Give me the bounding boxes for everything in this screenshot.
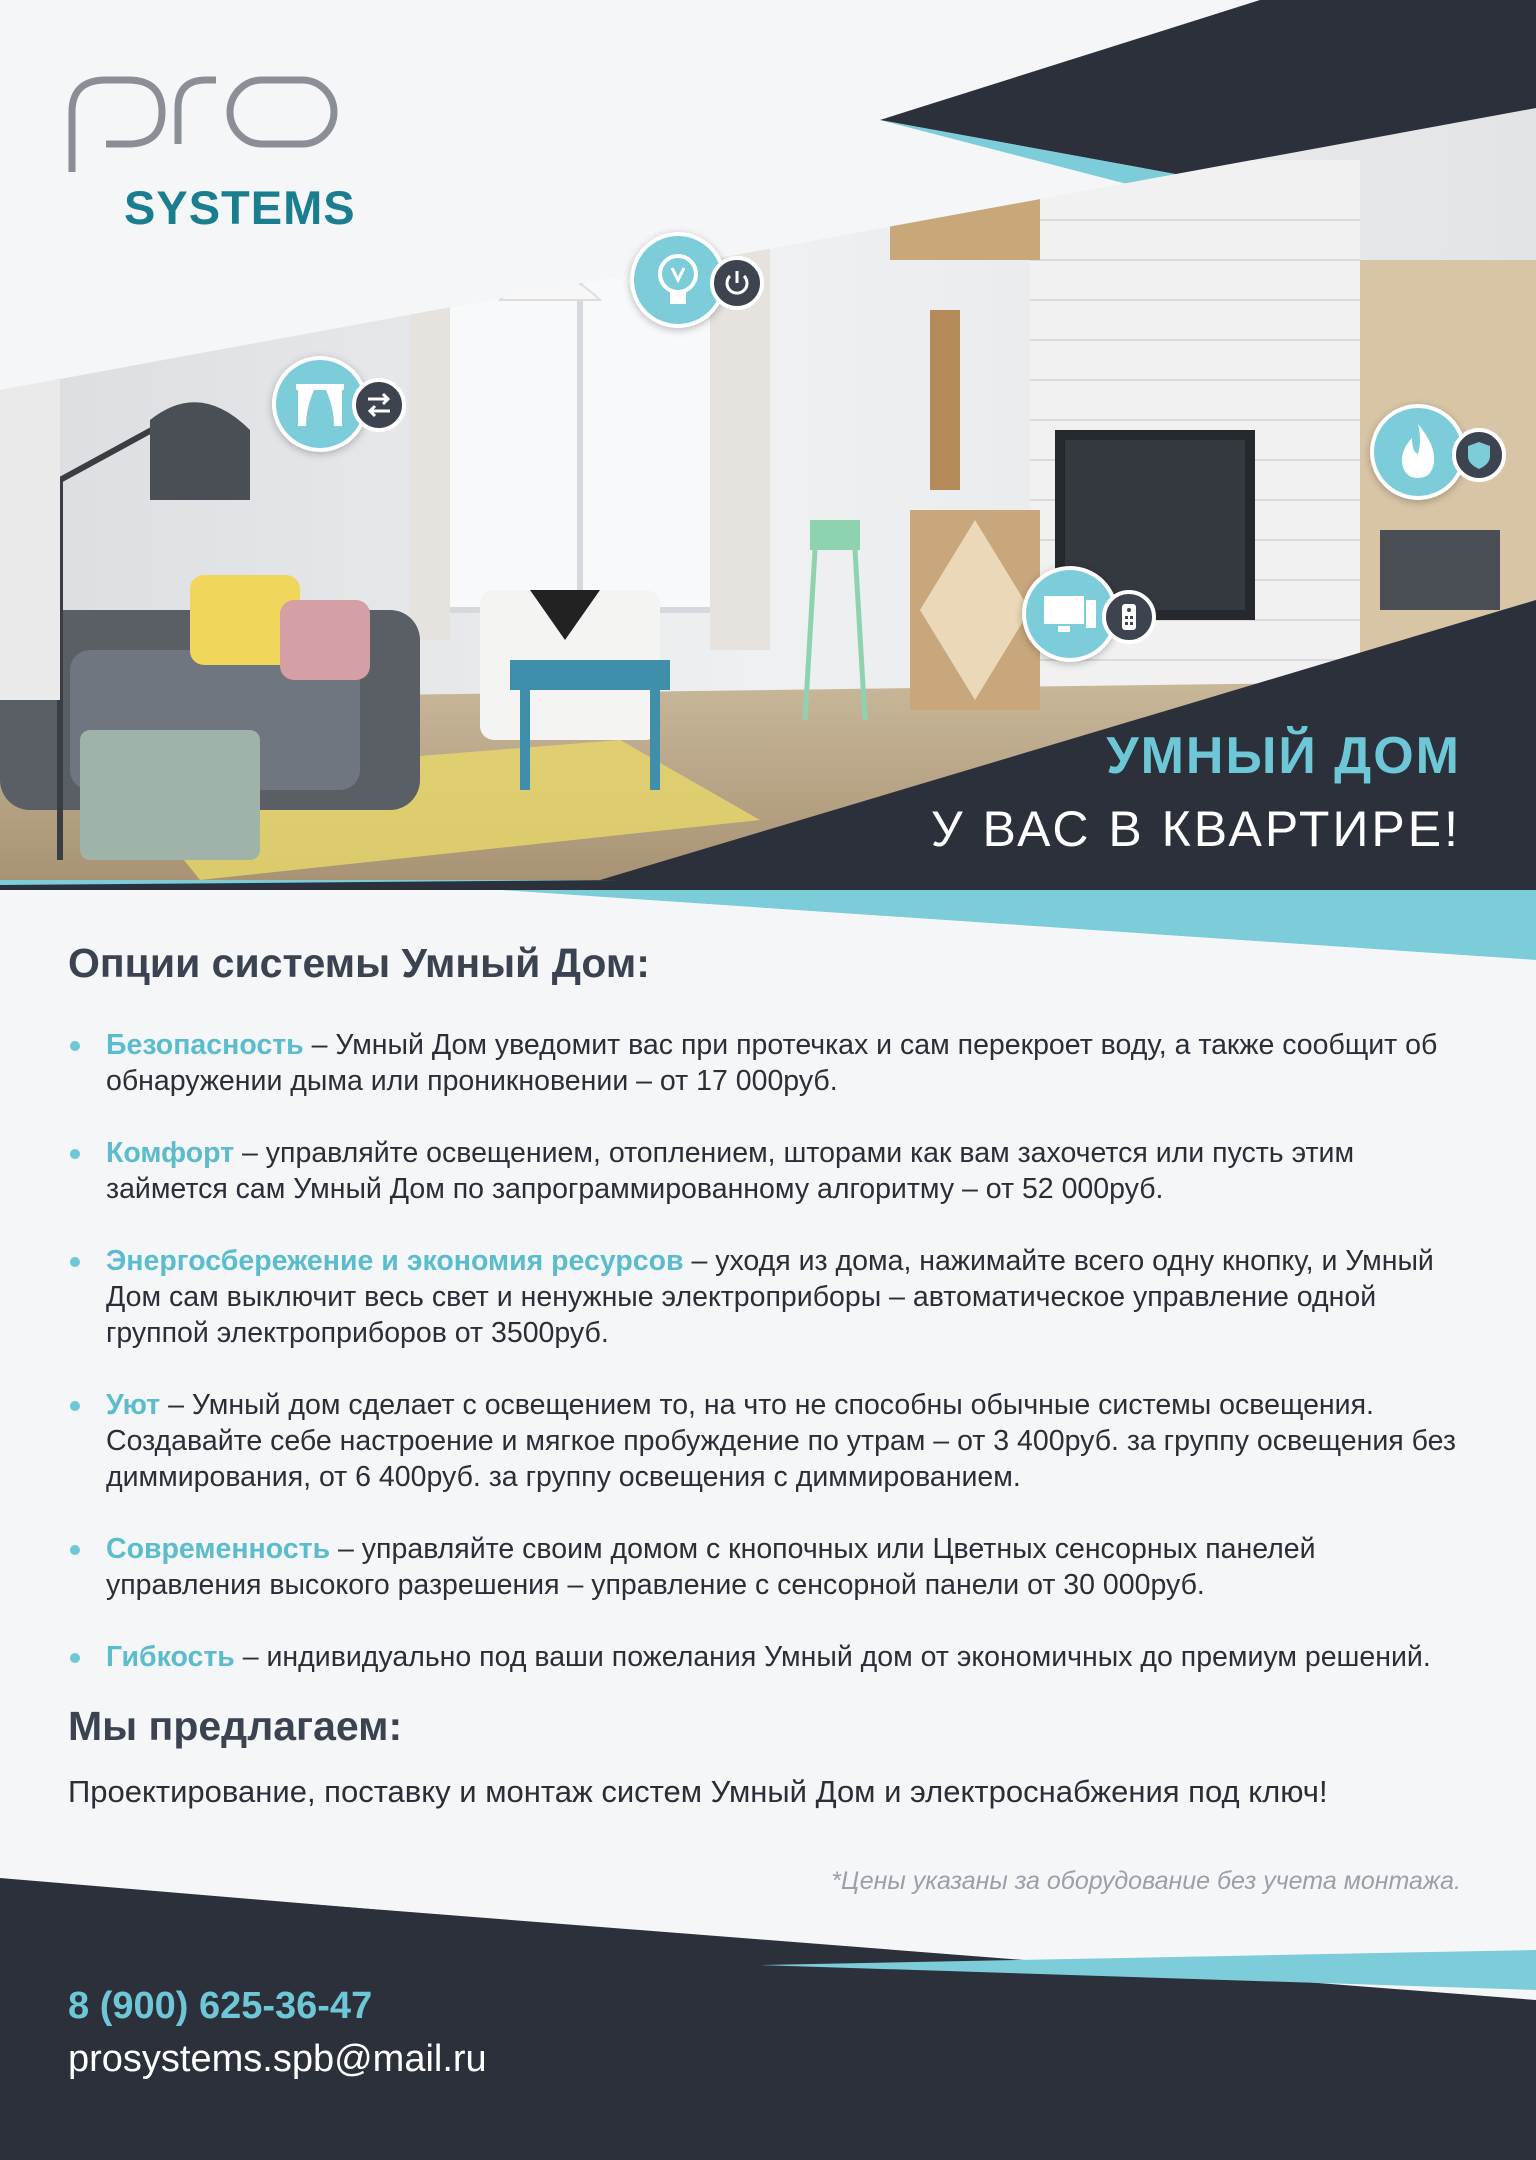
options-list	[68, 1027, 1468, 1675]
bullet-icon	[70, 1257, 80, 1267]
bullet-icon	[70, 1041, 80, 1051]
options-section	[68, 940, 1468, 1711]
option-energy-saving	[68, 1243, 1468, 1351]
email-link[interactable]: prosystems.spb@mail.ru	[68, 2038, 487, 2080]
swap-badge	[352, 378, 406, 432]
remote-control-icon	[1106, 594, 1152, 640]
price-footnote: *Цены указаны за оборудование без учета монтажа.	[831, 1867, 1461, 1895]
power-badge	[710, 256, 764, 310]
option-text: – управляйте освещением, отоплением, шторами как вам захочется или пусть этим займется сам Умный Дом по запрограммированному алгоритму – от 52 000руб.	[106, 1137, 1355, 1205]
option-flexibility	[68, 1639, 1468, 1675]
bullet-icon	[70, 1653, 80, 1663]
remote-badge	[1102, 590, 1156, 644]
pro-logo-mark	[66, 72, 356, 182]
option-name: Энергосбережение и экономия ресурсов	[106, 1245, 684, 1277]
shield-badge	[1452, 428, 1506, 482]
offer-text: Проектирование, поставку и монтаж систем Умный Дом и электроснабжения под ключ!	[68, 1774, 1328, 1809]
option-text: – уходя из дома, нажимайте всего одну кнопку, и Умный Дом сам выключит весь свет и ненужные электроприборы – автоматическое управление одной группой электроприборов от 3500руб.	[106, 1245, 1434, 1349]
logo-systems-text: SYSTEMS	[124, 181, 356, 234]
option-name: Комфорт	[106, 1137, 235, 1169]
option-name: Уют	[106, 1389, 161, 1421]
option-text: – индивидуально под ваши пожелания Умный дом от экономичных до премиум решений.	[234, 1641, 1431, 1673]
swap-arrows-icon	[356, 382, 402, 428]
option-modernity	[68, 1531, 1468, 1603]
option-text: – управляйте своим домом с кнопочных или Цветных сенсорных панелей управления высокого разрешения – управление с сенсорной панели от 30 000руб.	[106, 1533, 1316, 1601]
option-name: Гибкость	[106, 1641, 235, 1673]
option-text: – Умный Дом уведомит вас при протечках и сам перекроет воду, а также сообщит об обнаружении дыма или проникновении – от 17 000руб.	[106, 1029, 1438, 1097]
curtains-icon	[276, 360, 364, 448]
option-text: – Умный дом сделает с освещением то, на что не способны обычные системы освещения. Создавайте себе настроение и мягкое пробуждение по утрам – от 3 400руб. за группу освещения без диммирования, от 6 400руб. за группу освещения с диммированием.	[106, 1389, 1456, 1493]
brand-logo	[66, 72, 356, 242]
option-coziness	[68, 1387, 1468, 1495]
option-comfort	[68, 1135, 1468, 1207]
hero-title: УМНЫЙ ДОМ	[1106, 727, 1461, 785]
bullet-icon	[70, 1401, 80, 1411]
offer-heading: Мы предлагаем:	[68, 1703, 403, 1749]
option-name: Современность	[106, 1533, 331, 1565]
option-name: Безопасность	[106, 1029, 304, 1061]
options-heading: Опции системы Умный Дом:	[68, 940, 650, 986]
bullet-icon	[70, 1545, 80, 1555]
light-bulb-icon	[634, 236, 722, 324]
phone-link[interactable]: 8 (900) 625-36-47	[68, 1985, 373, 2027]
hero-subtitle: У ВАС В КВАРТИРЕ!	[930, 801, 1461, 857]
shield-icon	[1456, 432, 1502, 478]
flame-icon	[1374, 408, 1462, 496]
tv-monitor-icon	[1026, 570, 1114, 658]
bullet-icon	[70, 1149, 80, 1159]
option-security	[68, 1027, 1468, 1099]
power-icon	[714, 260, 760, 306]
